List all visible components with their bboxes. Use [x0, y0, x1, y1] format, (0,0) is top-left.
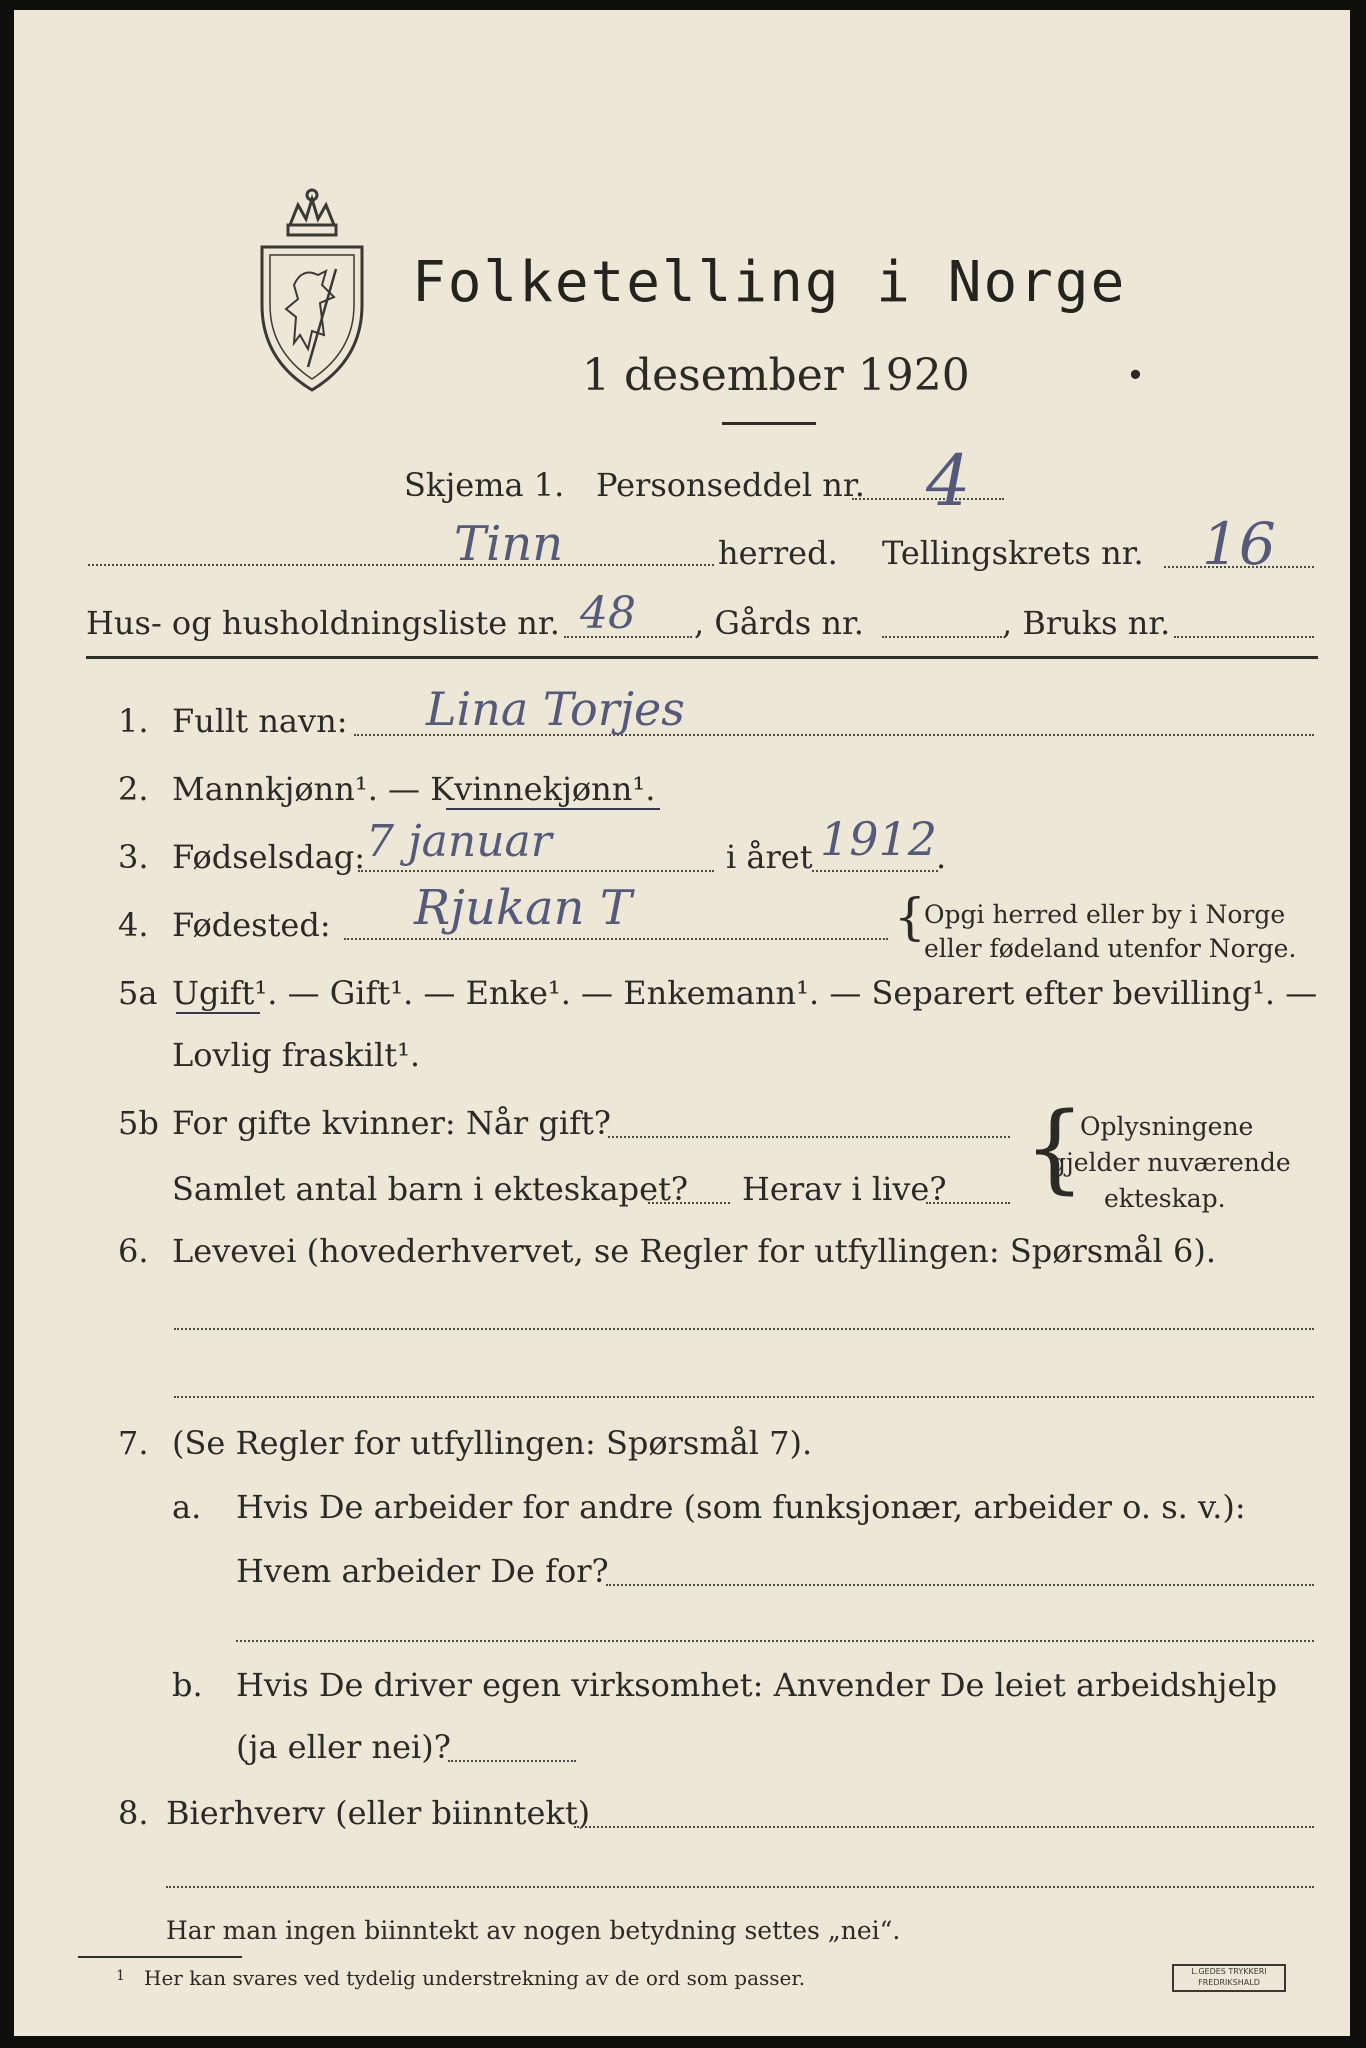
q5b-note-line1: Oplysningene: [1080, 1112, 1254, 1141]
personseddel-value[interactable]: 4: [926, 440, 971, 522]
skjema-label: Skjema 1.: [404, 466, 565, 504]
q6-answer-line1: [174, 1328, 1314, 1330]
q2-underline-kvinnekjonn: [446, 808, 660, 810]
q1-label: Fullt navn:: [172, 702, 348, 740]
q4-note-line2: eller fødeland utenfor Norge.: [924, 934, 1297, 963]
q7b-line2: (ja eller nei)?: [236, 1728, 451, 1766]
herred-label: herred.: [718, 534, 838, 572]
q3-label: Fødselsdag:: [172, 838, 366, 876]
footer-note: Har man ingen biinntekt av nogen betydning settes „nei“.: [166, 1916, 901, 1945]
q8-extra-line: [166, 1886, 1314, 1888]
q1-number: 1.: [118, 702, 149, 740]
q8-label: Bierhverv (eller biinntekt): [166, 1794, 591, 1832]
q7-number: 7.: [118, 1424, 149, 1462]
form-title: Folketelling i Norge: [412, 250, 1127, 315]
q4-label: Fødested:: [172, 906, 331, 944]
q7a-line1: Hvis De arbeider for andre (som funksjonær, arbeider o. s. v.):: [236, 1488, 1246, 1526]
q3-year-suffix: .: [936, 838, 947, 876]
q4-note-brace: {: [894, 888, 926, 946]
q2-sex-options[interactable]: Mannkjønn¹. — Kvinnekjønn¹.: [172, 770, 656, 808]
stray-dot: •: [1126, 356, 1145, 394]
q7a-employer-line: [606, 1584, 1314, 1586]
census-form-page: [14, 10, 1350, 2036]
tellingskrets-label: Tellingskrets nr.: [882, 534, 1144, 572]
q3-year-line: [812, 870, 938, 872]
q5b-note-brace: {: [1024, 1092, 1086, 1204]
q5a-number: 5a: [118, 974, 158, 1012]
q5b-note-line3: ekteskap.: [1104, 1184, 1226, 1213]
q5a-marital-options[interactable]: Ugift¹. — Gift¹. — Enke¹. — Enkemann¹. — Separert efter bevilling¹. —: [172, 974, 1318, 1012]
census-date: 1 desember 1920: [582, 350, 970, 401]
q6-answer-line2: [174, 1396, 1314, 1398]
q3-birthday-value[interactable]: 7 januar: [366, 816, 552, 867]
bruks-line: [1174, 636, 1314, 638]
q2-number: 2.: [118, 770, 149, 808]
hus-label: Hus- og husholdningsliste nr.: [86, 604, 560, 642]
q5b-number: 5b: [118, 1104, 159, 1142]
q5b-children-line: [648, 1202, 730, 1204]
q7a-letter: a.: [172, 1488, 202, 1526]
q5b-alive-label: Herav i live?: [742, 1170, 947, 1208]
q5b-married-line: [608, 1136, 1010, 1138]
q8-answer-line: [574, 1826, 1314, 1828]
footnote-mark: 1: [116, 1968, 125, 1984]
q5b-line1: For gifte kvinner: Når gift?: [172, 1104, 611, 1142]
footnote-text: Her kan svares ved tydelig understrekning av de ord som passer.: [144, 1966, 806, 1990]
q6-number: 6.: [118, 1232, 149, 1270]
q5a-marital-options-line2[interactable]: Lovlig fraskilt¹.: [172, 1036, 421, 1074]
personseddel-label: Personseddel nr.: [596, 466, 865, 504]
q5b-note-line2: gjelder nuværende: [1050, 1148, 1291, 1177]
q7a-employer-label: Hvem arbeider De for?: [236, 1552, 609, 1590]
q1-full-name-value[interactable]: Lina Torjes: [426, 682, 685, 736]
footnote-divider: [78, 1956, 242, 1958]
title-divider: [722, 422, 816, 425]
q7-label: (Se Regler for utfyllingen: Spørsmål 7).: [172, 1424, 813, 1462]
bruks-label: , Bruks nr.: [1002, 604, 1171, 642]
q4-note-line1: Opgi herred eller by i Norge: [924, 900, 1286, 929]
q4-birthplace-value[interactable]: Rjukan T: [414, 880, 632, 936]
q5b-alive-line: [926, 1202, 1010, 1204]
norway-coat-of-arms-icon: [250, 185, 374, 395]
q3-number: 3.: [118, 838, 149, 876]
q3-year-label: i året: [726, 838, 813, 876]
q7a-extra-line: [236, 1640, 1314, 1642]
tellingskrets-value[interactable]: 16: [1202, 510, 1276, 578]
printer-stamp: L.GEDES TRYKKERI FREDRIKSHALD: [1172, 1964, 1286, 1992]
q6-label: Levevei (hovederhvervet, se Regler for utfyllingen: Spørsmål 6).: [172, 1232, 1217, 1270]
q7b-answer-line: [448, 1760, 576, 1762]
q3-year-value[interactable]: 1912: [820, 812, 938, 866]
q7b-letter: b.: [172, 1666, 203, 1704]
gards-line: [882, 636, 1002, 638]
herred-line: [88, 564, 714, 566]
gards-label: , Gårds nr.: [694, 604, 864, 642]
q3-date-line: [358, 870, 714, 872]
q4-number: 4.: [118, 906, 149, 944]
q5a-underline-ugift: [176, 1012, 260, 1014]
hus-value[interactable]: 48: [580, 588, 636, 639]
herred-value[interactable]: Tinn: [454, 516, 564, 572]
header-divider: [86, 656, 1318, 659]
q8-number: 8.: [118, 1794, 149, 1832]
q7b-line1: Hvis De driver egen virksomhet: Anvender De leiet arbeidshjelp: [236, 1666, 1278, 1704]
q5b-children-label: Samlet antal barn i ekteskapet?: [172, 1170, 689, 1208]
q4-line: [344, 938, 888, 940]
